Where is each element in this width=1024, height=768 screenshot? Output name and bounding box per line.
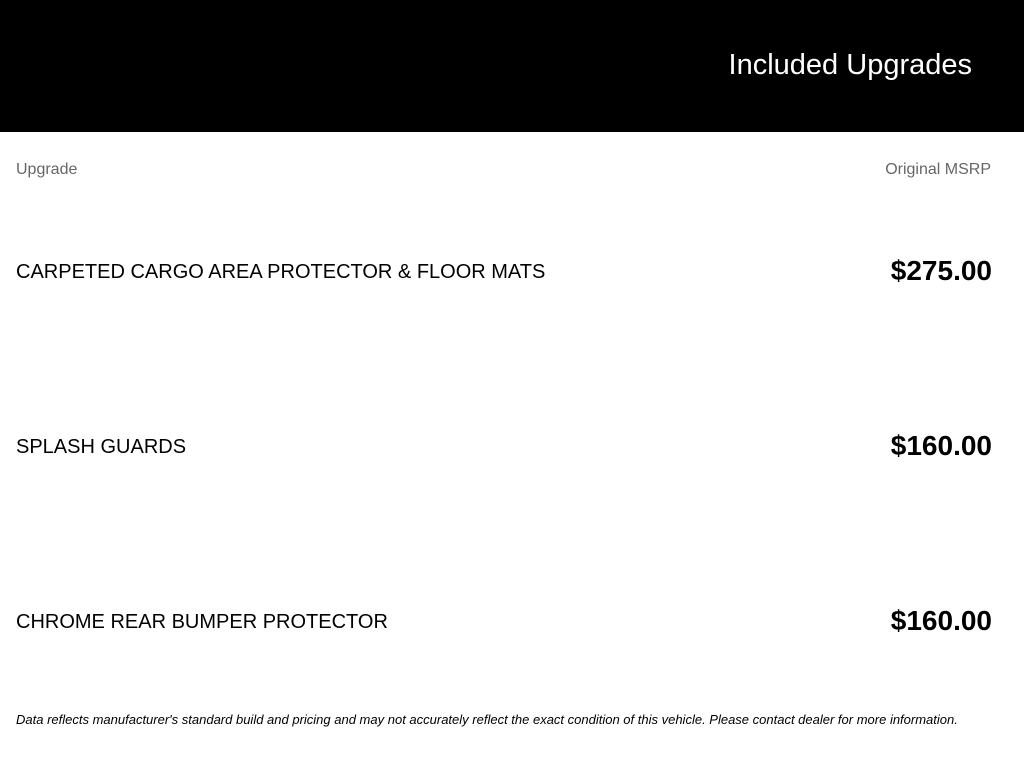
page-title: Included Upgrades: [728, 49, 972, 81]
upgrade-name: CARPETED CARGO AREA PROTECTOR & FLOOR MATS: [16, 261, 546, 283]
header-banner: [0, 0, 1024, 132]
disclaimer-text: Data reflects manufacturer's standard build and pricing and may not accurately reflect the exact condition of this vehicle. Please contact dealer for more information.: [16, 712, 958, 727]
column-header-msrp: Original MSRP: [885, 161, 991, 178]
upgrade-name: SPLASH GUARDS: [16, 436, 187, 458]
upgrade-row: [16, 252, 992, 292]
upgrade-price: $160.00: [890, 605, 992, 636]
upgrade-price: $160.00: [890, 430, 992, 461]
upgrade-price: $275.00: [890, 255, 992, 286]
upgrade-name: CHROME REAR BUMPER PROTECTOR: [16, 611, 388, 633]
upgrade-row: [16, 427, 992, 467]
column-header-upgrade: Upgrade: [16, 161, 78, 178]
upgrade-row: [16, 602, 992, 642]
